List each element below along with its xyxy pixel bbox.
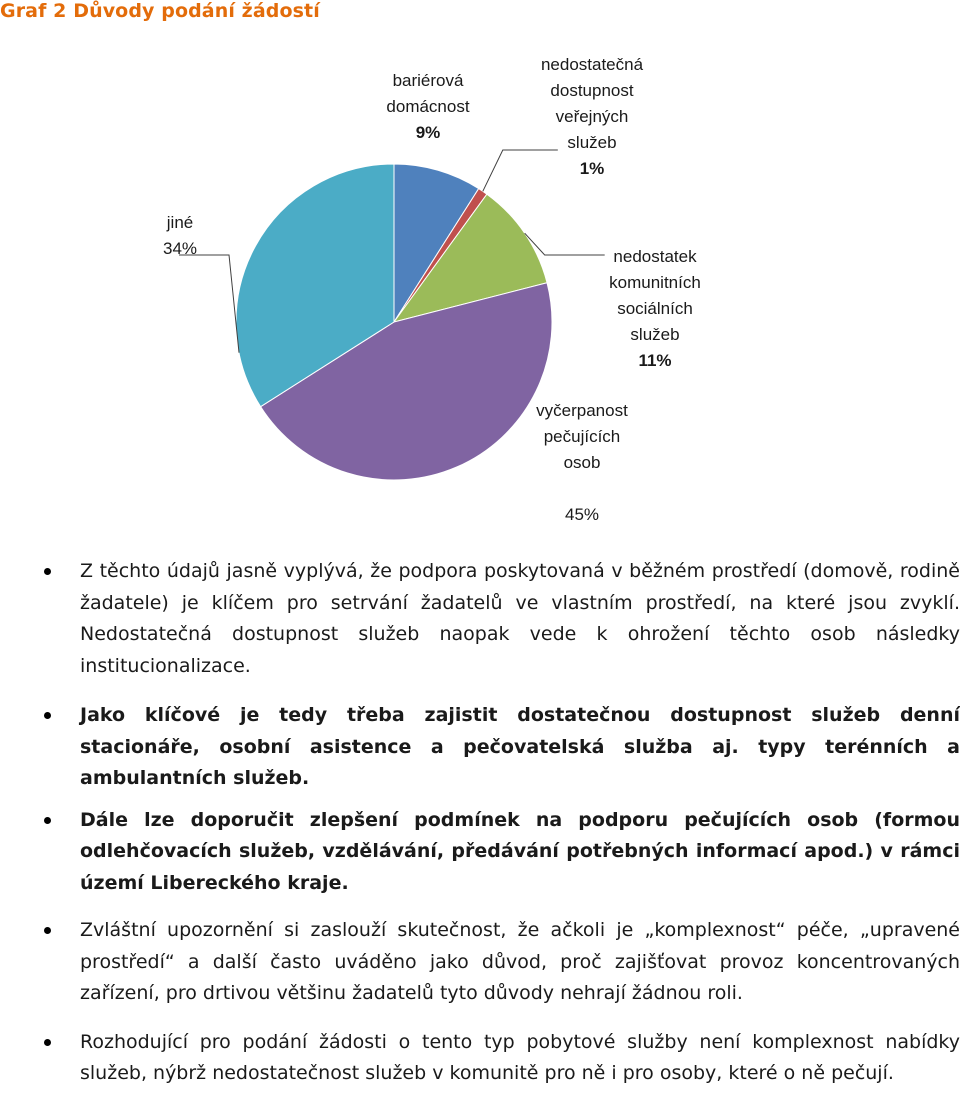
label-jine-value: 34% [162, 239, 198, 258]
label-barierova-domacnost-value: 9% [415, 123, 441, 142]
label-vycerpanost [512, 398, 652, 528]
label-jine [140, 210, 220, 262]
label-vycerpanost-name: vyčerpanost pečujících osob [536, 401, 628, 472]
bullet-item: Z těchto údajů jasně vyplývá, že podpora poskytovaná v běžném prostředí (domově, rodině žadatele) je klíčem pro setrvání žadatelů ve vlastním prostředí, na které jsou zvyklí. Nedostatečná dostupnost služeb naopak vede k ohrožení těchto osob následky institucionalizace. [0, 556, 960, 682]
label-vycerpanost-value: 45% [564, 505, 600, 524]
label-barierova-domacnost [368, 68, 488, 146]
label-jine-name: jiné [166, 213, 194, 232]
label-komunitni-sluzby-value: 11% [638, 351, 672, 370]
leader-line-2 [179, 255, 239, 353]
pie-chart [0, 40, 960, 540]
bullet-item: Dále lze doporučit zlepšení podmínek na podporu pečujících osob (formou odlehčovacích služeb, vzdělávání, předávání potřebných informací apod.) v rámci území Libereckého kraje. [0, 805, 960, 900]
bullet-item: Zvláštní upozornění si zaslouží skutečnost, že ačkoli je „komplexnost“ péče, „upravené prostředí“ a další často uváděno jako důvod, proč zajišťovat provoz koncentrovaných zařízení, pro drtivou většinu žadatelů tyto důvody nehrají žádnou roli. [0, 915, 960, 1010]
bullet-item: Jako klíčové je tedy třeba zajistit dostatečnou dostupnost služeb denní stacionáře, osobní asistence a pečovatelská služba aj. typy terénních a ambulantních služeb. [0, 700, 960, 795]
label-verejne-sluzby [522, 52, 662, 182]
label-barierova-domacnost-name: bariérová domácnost [386, 71, 470, 116]
label-verejne-sluzby-value: 1% [579, 159, 605, 178]
chart-heading: Graf 2 Důvody podání žádostí [0, 0, 320, 22]
bullet-item: Rozhodující pro podání žádosti o tento typ pobytové služby není komplexnost nabídky služeb, nýbrž nedostatečnost služeb v komunitě pro ně i pro osoby, které o ně pečují. [0, 1027, 960, 1090]
label-komunitni-sluzby-name: nedostatek komunitních sociálních služeb [609, 247, 701, 344]
label-komunitni-sluzby [585, 244, 725, 374]
bullet-list [0, 556, 960, 1090]
label-verejne-sluzby-name: nedostatečná dostupnost veřejných služeb [540, 55, 644, 152]
